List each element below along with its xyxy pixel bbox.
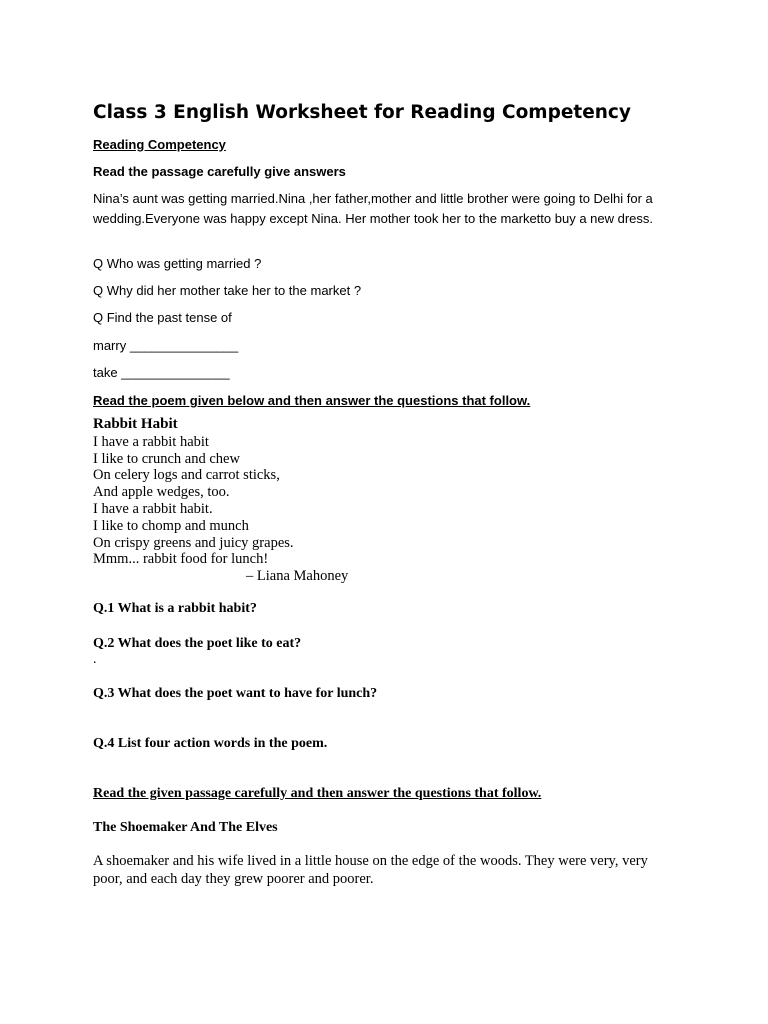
page-title: Class 3 English Worksheet for Reading Competency — [93, 102, 631, 123]
answer-blank-marry: marry _______________ — [93, 338, 239, 353]
stray-dot: . — [93, 652, 97, 667]
poem-line: And apple wedges, too. — [93, 484, 230, 501]
poem-author: – Liana Mahoney — [246, 568, 349, 585]
poem-line: I have a rabbit habit — [93, 433, 209, 450]
question-poet-lunch: Q.3 What does the poet want to have for lunch? — [93, 686, 378, 701]
poem-line: Mmm... rabbit food for lunch! — [93, 551, 269, 568]
instruction-read-poem: Read the poem given below and then answer the questions that follow. — [93, 393, 531, 408]
poem-block — [93, 416, 348, 585]
story-passage: A shoemaker and his wife lived in a little house on the edge of the woods. They were very, very poor, and each day they grew poorer and poorer. — [93, 853, 648, 887]
section-heading-reading-competency: Reading Competency — [93, 137, 226, 152]
question-poet-eat: Q.2 What does the poet like to eat? — [93, 636, 302, 651]
poem-line: On celery logs and carrot sticks, — [93, 467, 280, 484]
question-who-getting-married: Q Who was getting married ? — [93, 256, 262, 271]
question-action-words: Q.4 List four action words in the poem. — [93, 736, 328, 751]
poem-line: I like to crunch and chew — [93, 450, 240, 467]
poem-line: I have a rabbit habit. — [93, 500, 213, 517]
question-rabbit-habit: Q.1 What is a rabbit habit? — [93, 601, 257, 616]
poem-title: Rabbit Habit — [93, 416, 178, 432]
instruction-read-given-passage: Read the given passage carefully and then answer the questions that follow. — [93, 786, 542, 801]
poem-line: On crispy greens and juicy grapes. — [93, 534, 294, 551]
poem-line: I like to chomp and munch — [93, 517, 249, 534]
answer-blank-take: take _______________ — [93, 365, 230, 380]
passage-nina: Nina’s aunt was getting married.Nina ,her father,mother and little brother were going to Delhi for a wedding.Everyone was happy except Nina. Her mother took her to the marketto buy a new dress. — [93, 191, 654, 226]
instruction-read-passage: Read the passage carefully give answers — [93, 164, 346, 179]
question-past-tense: Q Find the past tense of — [93, 310, 232, 325]
question-why-market: Q Why did her mother take her to the market ? — [93, 283, 362, 298]
story-title: The Shoemaker And The Elves — [93, 820, 278, 835]
